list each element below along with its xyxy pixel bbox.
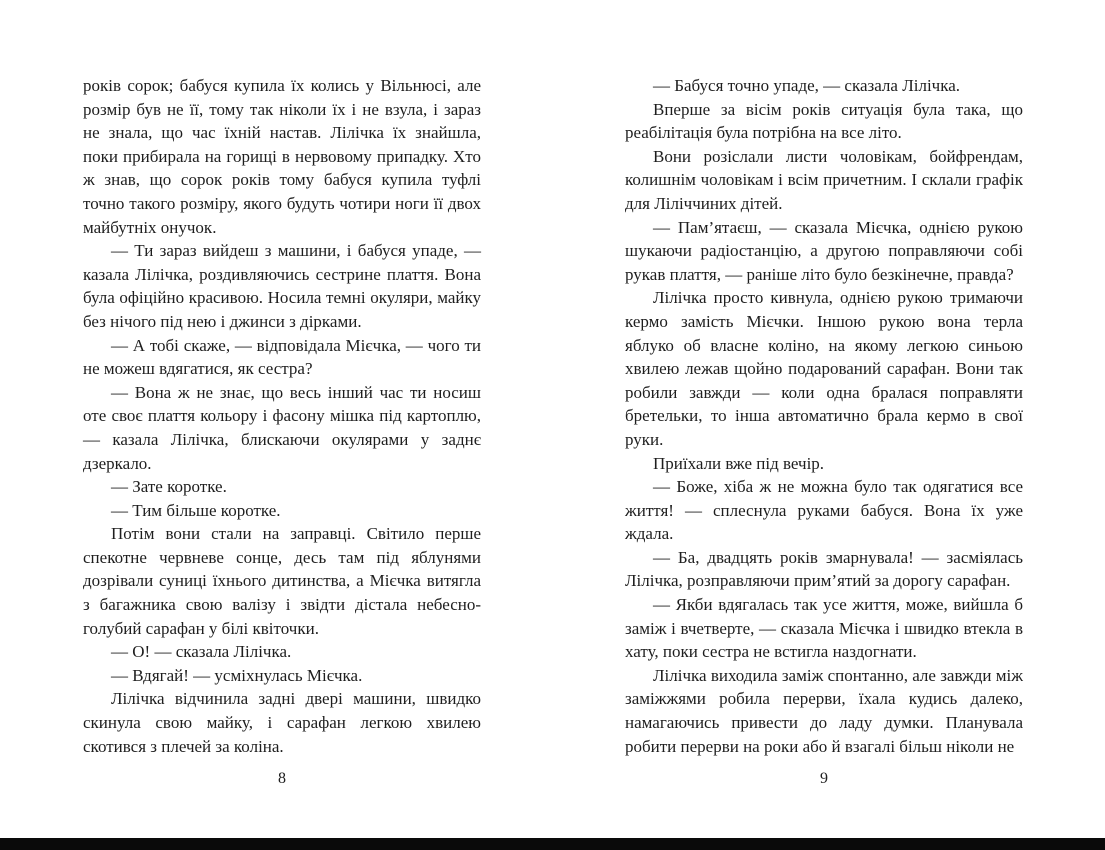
- paragraph: — Якби вдягалась так усе життя, може, вийшла б заміж і вчетверте, — сказала Мієчка і швидко втекла в хату, поки сестра не встигла наздогнати.: [625, 595, 1023, 662]
- page-right-text: [625, 74, 1023, 758]
- paragraph: Приїхали вже під вечір.: [653, 453, 825, 473]
- page-number-right: 9: [820, 770, 828, 787]
- paragraph: — Ти зараз вийдеш з машини, і бабуся упаде, — казала Лілічка, роздивляючись сестрине плаття. Вона була офіційно красивою. Носила темні окуляри, майку без нічого під нею і джинси з дірками.: [83, 241, 481, 331]
- bottom-bar: [0, 838, 1105, 850]
- paragraph: — Боже, хіба ж не можна було так одягатися все життя! — сплеснула руками бабуся. Вона їх уже ждала.: [625, 477, 1023, 544]
- paragraph: — Тим більше коротке.: [111, 500, 281, 520]
- paragraph: — О! — сказала Лілічка.: [111, 642, 292, 662]
- paragraph: — Вона ж не знає, що весь інший час ти носиш оте своє плаття кольору і фасону мішка під картоплю, — казала Лілічка, блискаючи окулярами у заднє дзеркало.: [83, 382, 481, 473]
- paragraph: Потім вони стали на заправці. Світило перше спекотне червневе сонце, десь там під яблунями дозрівали суниці їхнього дитинства, а Мієчка витягла з багажника свою валізу і звідти дістала небесно-голубий сарафан у білі квіточки.: [83, 524, 481, 638]
- paragraph: Лілічка виходила заміж спонтанно, але завжди між заміжжями робила перерви, їхала кудись далеко, намагаючись привести до ладу думки. Планувала робити перерви на роки або й взагалі більш ніколи не: [625, 665, 1023, 756]
- paragraph: Вперше за вісім років ситуація була така, що реабілітація була потрібна на все літо.: [625, 99, 1023, 143]
- paragraph: — Зате коротке.: [111, 477, 227, 497]
- paragraph: Лілічка просто кивнула, однією рукою тримаючи кермо замість Мієчки. Іншою рукою вона терла яблуко об власне коліно, на якому легкою синьою хвилею лежав щойно подарований сарафан. Вони так робили завжди — коли одна бралася поправляти бретельки, то інша автоматично брала кермо в свої руки.: [625, 288, 1023, 449]
- paragraph: — Вдягай! — усміхнулась Мієчка.: [111, 665, 363, 685]
- paragraph: років сорок; бабуся купила їх колись у Вільнюсі, але розмір був не її, тому так ніколи їх і не взула, і зараз не знала, що час їхній настав. Лілічка їх знайшла, поки прибирала на горищі в нервовому припадку. Хто ж знав, що сорок років тому бабуся купила туфлі точно такого розміру, якого будуть чотири ноги її двох майбутніх онучок.: [83, 76, 481, 237]
- paragraph: — А тобі скаже, — відповідала Мієчка, — чого ти не можеш вдягатися, як сестра?: [83, 335, 481, 379]
- paragraph: — Ба, двадцять років змарнувала! — засміялась Лілічка, розправляючи прим’ятий за дорогу сарафан.: [625, 547, 1023, 591]
- paragraph: — Пам’ятаєш, — сказала Мієчка, однією рукою шукаючи радіостанцію, а другою поправляючи собі рукав плаття, — раніше літо було безкінечне, правда?: [625, 217, 1023, 284]
- paragraph: — Бабуся точно упаде, — сказала Лілічка.: [653, 76, 961, 95]
- paragraph: Лілічка відчинила задні двері машини, швидко скинула свою майку, і сарафан легкою хвилею скотився з плечей за коліна.: [83, 689, 481, 756]
- page-left-text: [83, 74, 481, 758]
- page-number-left: 8: [278, 770, 286, 787]
- paragraph: Вони розіслали листи чоловікам, бойфрендам, колишнім чоловікам і всім причетним. І склали графік для Ліліччиних дітей.: [625, 146, 1023, 213]
